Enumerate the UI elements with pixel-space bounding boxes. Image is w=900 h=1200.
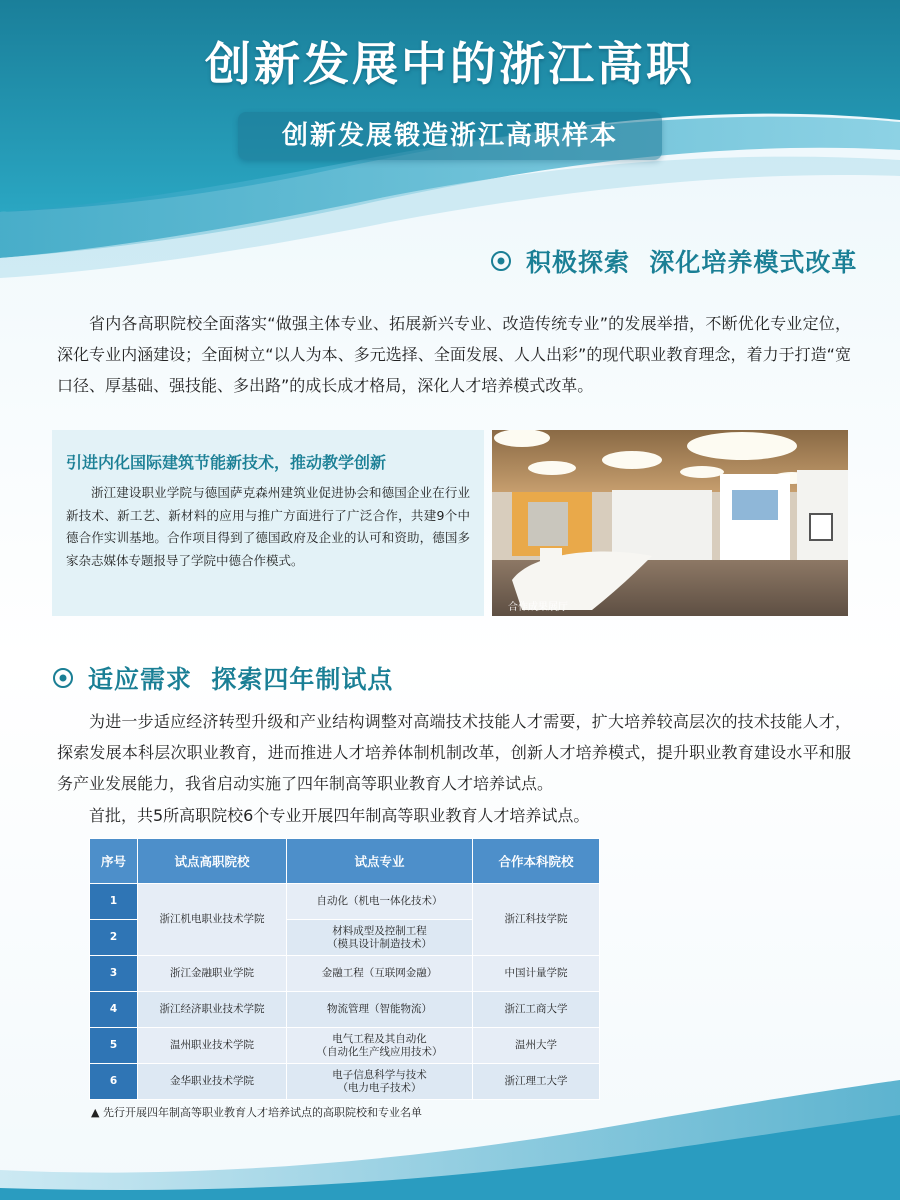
row-school: 金华职业技术学院 <box>138 1064 287 1100</box>
photo-caption: 合作成果展厅 <box>508 602 568 613</box>
row-major: 电子信息科学与技术 （电力电子技术） <box>287 1064 473 1100</box>
row-major: 物流管理（智能物流） <box>287 992 473 1028</box>
row-number: 2 <box>90 920 138 956</box>
feature-box-text: 浙江建设职业学院与德国萨克森州建筑业促进协会和德国企业在行业新技术、新工艺、新材料的应用与推广方面进行了广泛合作，共建9个中德合作实训基地。合作项目得到了德国政府及企业的认可和资助，德国多家杂志媒体专题报导了学院中德合作模式。 <box>66 485 470 568</box>
table-row <box>90 992 600 1028</box>
exhibition-hall-photo <box>492 430 848 616</box>
section1-heading <box>490 243 857 279</box>
row-school: 浙江机电职业技术学院 <box>138 884 287 956</box>
row-partner: 浙江科技学院 <box>473 884 600 956</box>
section2-heading-text: 适应需求 探索四年制试点 <box>88 665 394 694</box>
row-number: 1 <box>90 884 138 920</box>
table-row <box>90 884 600 920</box>
row-major: 金融工程（互联网金融） <box>287 956 473 992</box>
row-partner: 浙江理工大学 <box>473 1064 600 1100</box>
row-major: 电气工程及其自动化 （自动化生产线应用技术） <box>287 1028 473 1064</box>
row-major: 自动化（机电一体化技术） <box>287 884 473 920</box>
table-header-row <box>90 839 600 884</box>
row-partner: 中国计量学院 <box>473 956 600 992</box>
section2-paragraph-1: 为进一步适应经济转型升级和产业结构调整对高端技术技能人才需要，扩大培养较高层次的技术技能人才，探索发展本科层次职业教育，进而推进人才培养体制机制改革，创新人才培养模式，提升职业教育建设水平和服务产业发展能力，我省启动实施了四年制高等职业教育人才培养试点。 <box>57 712 851 793</box>
section1-heading-text: 积极探索 深化培养模式改革 <box>526 248 858 277</box>
row-number: 3 <box>90 956 138 992</box>
table-caption: ▲ 先行开展四年制高等职业教育人才培养试点的高职院校和专业名单 <box>91 1106 422 1119</box>
section2-paragraph-2: 首批，共5所高职院校6个专业开展四年制高等职业教育人才培养试点。 <box>89 806 590 825</box>
section2-heading <box>52 660 393 696</box>
table-row <box>90 1028 600 1064</box>
row-number: 5 <box>90 1028 138 1064</box>
page-title: 创新发展中的浙江高职 <box>205 37 695 91</box>
header-number: 序号 <box>90 839 138 884</box>
row-major: 材料成型及控制工程 （模具设计制造技术） <box>287 920 473 956</box>
target-circle-icon <box>490 250 512 272</box>
header-major: 试点专业 <box>287 839 473 884</box>
target-circle-icon <box>52 667 74 689</box>
header-school: 试点高职院校 <box>138 839 287 884</box>
row-number: 6 <box>90 1064 138 1100</box>
section1-paragraph: 省内各高职院校全面落实“做强主体专业、拓展新兴专业、改造传统专业”的发展举措，不断优化专业定位，深化专业内涵建设；全面树立“以人为本、多元选择、全面发展、人人出彩”的现代职业教育理念，着力于打造“宽口径、厚基础、强技能、多出路”的成长成才格局，深化人才培养模式改革。 <box>57 314 851 395</box>
row-partner: 浙江工商大学 <box>473 992 600 1028</box>
page-subtitle: 创新发展锻造浙江高职样本 <box>238 112 662 160</box>
row-school: 温州职业技术学院 <box>138 1028 287 1064</box>
feature-box-title: 引进内化国际建筑节能新技术，推动教学创新 <box>66 453 387 472</box>
row-partner: 温州大学 <box>473 1028 600 1064</box>
row-number: 4 <box>90 992 138 1028</box>
table-row <box>90 956 600 992</box>
header-partner: 合作本科院校 <box>473 839 600 884</box>
row-school: 浙江金融职业学院 <box>138 956 287 992</box>
pilot-program-table <box>89 838 600 1100</box>
table-row <box>90 1064 600 1100</box>
row-school: 浙江经济职业技术学院 <box>138 992 287 1028</box>
